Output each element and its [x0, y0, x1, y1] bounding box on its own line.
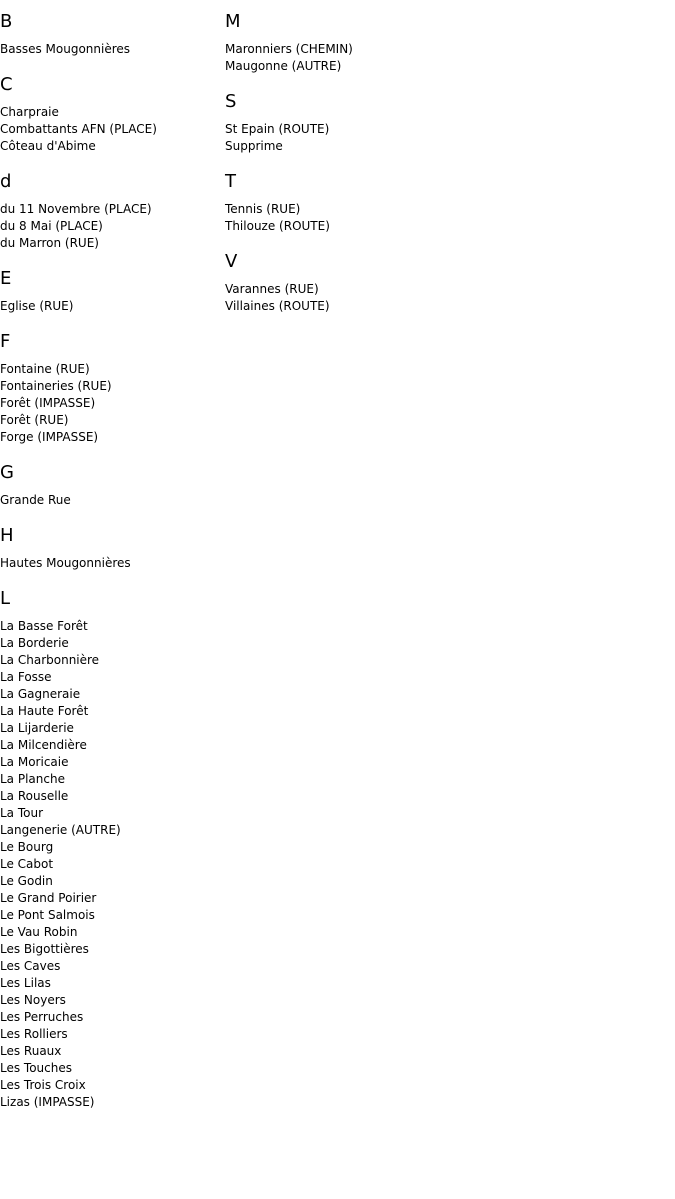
street-item[interactable]: Côteau d'Abime	[0, 139, 96, 153]
street-list	[225, 121, 675, 155]
letter-heading: T	[225, 171, 236, 192]
street-item[interactable]: Grande Rue	[0, 493, 71, 507]
street-item[interactable]: Basses Mougonnières	[0, 42, 131, 56]
street-item[interactable]: Langenerie (AUTRE)	[0, 823, 121, 837]
letter-heading: H	[0, 525, 14, 546]
street-item[interactable]: Le Godin	[0, 874, 53, 888]
street-item[interactable]: Les Noyers	[0, 993, 66, 1007]
street-item[interactable]: Hautes Mougonnières	[0, 556, 131, 570]
street-item[interactable]: La Milcendière	[0, 738, 87, 752]
street-item[interactable]: La Lijarderie	[0, 721, 74, 735]
street-item[interactable]: Le Bourg	[0, 840, 54, 854]
street-list	[0, 41, 225, 58]
street-item[interactable]: La Gagneraie	[0, 687, 81, 701]
street-item[interactable]: Lizas (IMPASSE)	[0, 1095, 95, 1109]
street-item[interactable]: La Basse Forêt	[0, 619, 88, 633]
street-list	[0, 618, 225, 1111]
street-item[interactable]: La Borderie	[0, 636, 69, 650]
street-item[interactable]: La Tour	[0, 806, 44, 820]
letter-heading: E	[0, 268, 12, 289]
street-list	[0, 298, 225, 315]
street-list	[225, 41, 675, 75]
street-list	[225, 201, 675, 235]
street-item[interactable]: Eglise (RUE)	[0, 299, 74, 313]
letter-heading: L	[0, 588, 11, 609]
street-item[interactable]: Les Caves	[0, 959, 61, 973]
right-column	[225, 0, 675, 315]
letter-heading: S	[225, 91, 237, 112]
letter-heading: V	[225, 251, 238, 272]
street-item[interactable]: Supprime	[225, 139, 283, 153]
street-item[interactable]: du 8 Mai (PLACE)	[0, 219, 103, 233]
left-column	[0, 0, 225, 1111]
street-item[interactable]: Le Vau Robin	[0, 925, 78, 939]
street-list	[0, 492, 225, 509]
street-item[interactable]: Forge (IMPASSE)	[0, 430, 99, 444]
street-item[interactable]: du Marron (RUE)	[0, 236, 99, 250]
letter-group-V	[225, 251, 675, 315]
street-item[interactable]: Les Rolliers	[0, 1027, 68, 1041]
street-item[interactable]: La Moricaie	[0, 755, 69, 769]
street-list	[0, 361, 225, 446]
street-item[interactable]: Fontaineries (RUE)	[0, 379, 112, 393]
letter-group-S	[225, 91, 675, 155]
street-item[interactable]: Les Bigottières	[0, 942, 89, 956]
street-item[interactable]: Les Touches	[0, 1061, 72, 1075]
letter-heading: F	[0, 331, 11, 352]
street-item[interactable]: Thilouze (ROUTE)	[225, 219, 330, 233]
street-item[interactable]: La Charbonnière	[0, 653, 100, 667]
letter-group-L	[0, 588, 225, 1111]
letter-group-B	[0, 11, 225, 58]
street-list	[0, 555, 225, 572]
street-item[interactable]: Le Cabot	[0, 857, 54, 871]
letter-group-E	[0, 268, 225, 315]
street-item[interactable]: Forêt (IMPASSE)	[0, 396, 96, 410]
letter-heading: G	[0, 462, 14, 483]
letter-group-G	[0, 462, 225, 509]
letter-group-C	[0, 74, 225, 155]
letter-group-M	[225, 11, 675, 75]
street-item[interactable]: du 11 Novembre (PLACE)	[0, 202, 152, 216]
street-item[interactable]: La Planche	[0, 772, 65, 786]
street-list	[0, 201, 225, 252]
letter-group-d	[0, 171, 225, 252]
street-item[interactable]: Les Perruches	[0, 1010, 84, 1024]
street-item[interactable]: Charpraie	[0, 105, 59, 119]
street-item[interactable]: La Fosse	[0, 670, 52, 684]
street-list	[0, 104, 225, 155]
street-item[interactable]: Le Pont Salmois	[0, 908, 95, 922]
street-list	[225, 281, 675, 315]
street-item[interactable]: La Haute Forêt	[0, 704, 89, 718]
letter-heading: B	[0, 11, 13, 32]
street-item[interactable]: Les Trois Croix	[0, 1078, 86, 1092]
street-item[interactable]: Villaines (ROUTE)	[225, 299, 330, 313]
street-item[interactable]: Forêt (RUE)	[0, 413, 69, 427]
street-item[interactable]: Le Grand Poirier	[0, 891, 97, 905]
street-item[interactable]: Les Ruaux	[0, 1044, 62, 1058]
street-item[interactable]: Tennis (RUE)	[225, 202, 301, 216]
street-item[interactable]: Maugonne (AUTRE)	[225, 59, 342, 73]
street-item[interactable]: Maronniers (CHEMIN)	[225, 42, 353, 56]
street-item[interactable]: Varannes (RUE)	[225, 282, 319, 296]
letter-group-H	[0, 525, 225, 572]
street-item[interactable]: Fontaine (RUE)	[0, 362, 90, 376]
letter-group-T	[225, 171, 675, 235]
street-item[interactable]: Les Lilas	[0, 976, 51, 990]
letter-group-F	[0, 331, 225, 446]
street-item[interactable]: Combattants AFN (PLACE)	[0, 122, 157, 136]
letter-heading: C	[0, 74, 13, 95]
street-item[interactable]: La Rouselle	[0, 789, 69, 803]
letter-heading: d	[0, 171, 12, 192]
letter-heading: M	[225, 11, 241, 32]
street-item[interactable]: St Epain (ROUTE)	[225, 122, 330, 136]
